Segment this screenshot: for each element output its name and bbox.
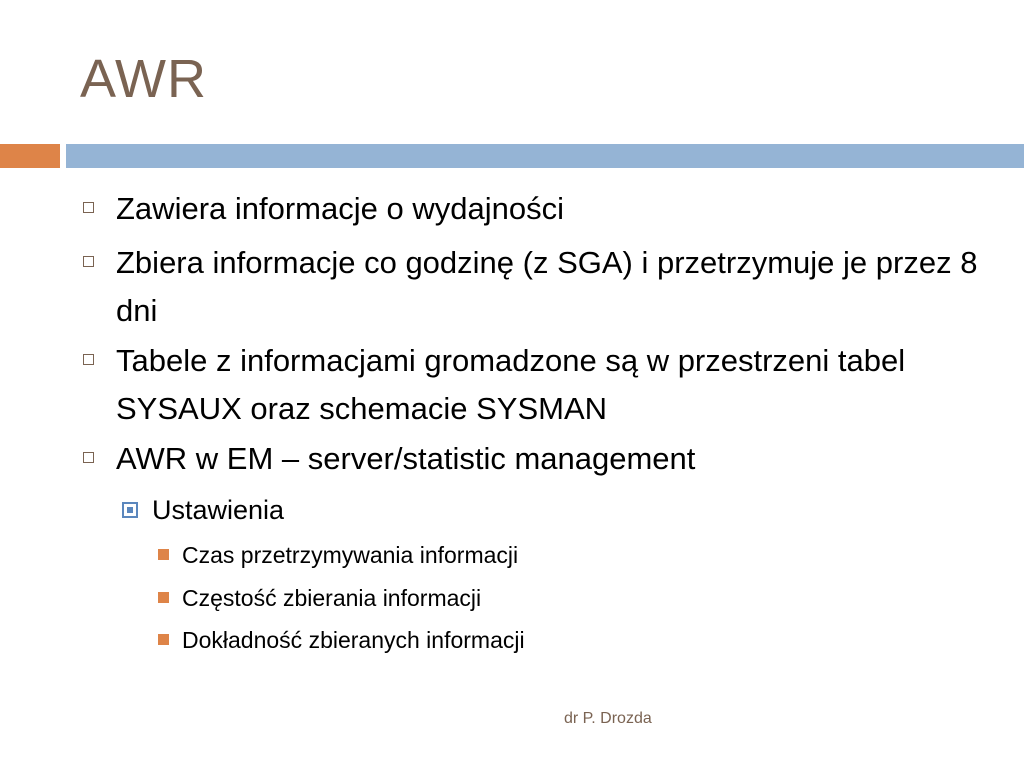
filled-square-bullet-icon [158, 592, 169, 603]
slide-title: AWR [80, 49, 207, 109]
bullet-item [116, 337, 996, 433]
sub-sub-bullet-item [182, 537, 902, 573]
hollow-square-bullet-icon [83, 354, 94, 365]
sub-sub-bullet-text: Czas przetrzymywania informacji [182, 542, 519, 568]
bullet-text: Zbiera informacje co godzinę (z SGA) i przetrzymuje je przez 8 dni [116, 245, 978, 328]
footer-author: dr P. Drozda [564, 710, 652, 727]
bullet-item [116, 435, 996, 483]
boxed-square-bullet-icon [122, 502, 138, 518]
sub-sub-bullet-item [182, 580, 902, 616]
hollow-square-bullet-icon [83, 452, 94, 463]
sub-sub-bullet-text: Częstość zbierania informacji [182, 585, 482, 611]
bullet-item [116, 185, 996, 233]
bullet-text: AWR w EM – server/statistic management [116, 441, 696, 476]
sub-sub-bullet-item [182, 622, 902, 658]
bullet-text: Tabele z informacjami gromadzone są w przestrzeni tabel SYSAUX oraz schemacie SYSMAN [116, 343, 906, 426]
bullet-item [116, 239, 996, 335]
hollow-square-bullet-icon [83, 202, 94, 213]
bullet-text: Zawiera informacje o wydajności [116, 191, 564, 226]
sub-bullet-item [152, 490, 912, 530]
filled-square-bullet-icon [158, 634, 169, 645]
hollow-square-bullet-icon [83, 256, 94, 267]
sub-bullet-text: Ustawienia [152, 495, 285, 525]
sub-sub-bullet-text: Dokładność zbieranych informacji [182, 627, 525, 653]
filled-square-bullet-icon [158, 549, 169, 560]
